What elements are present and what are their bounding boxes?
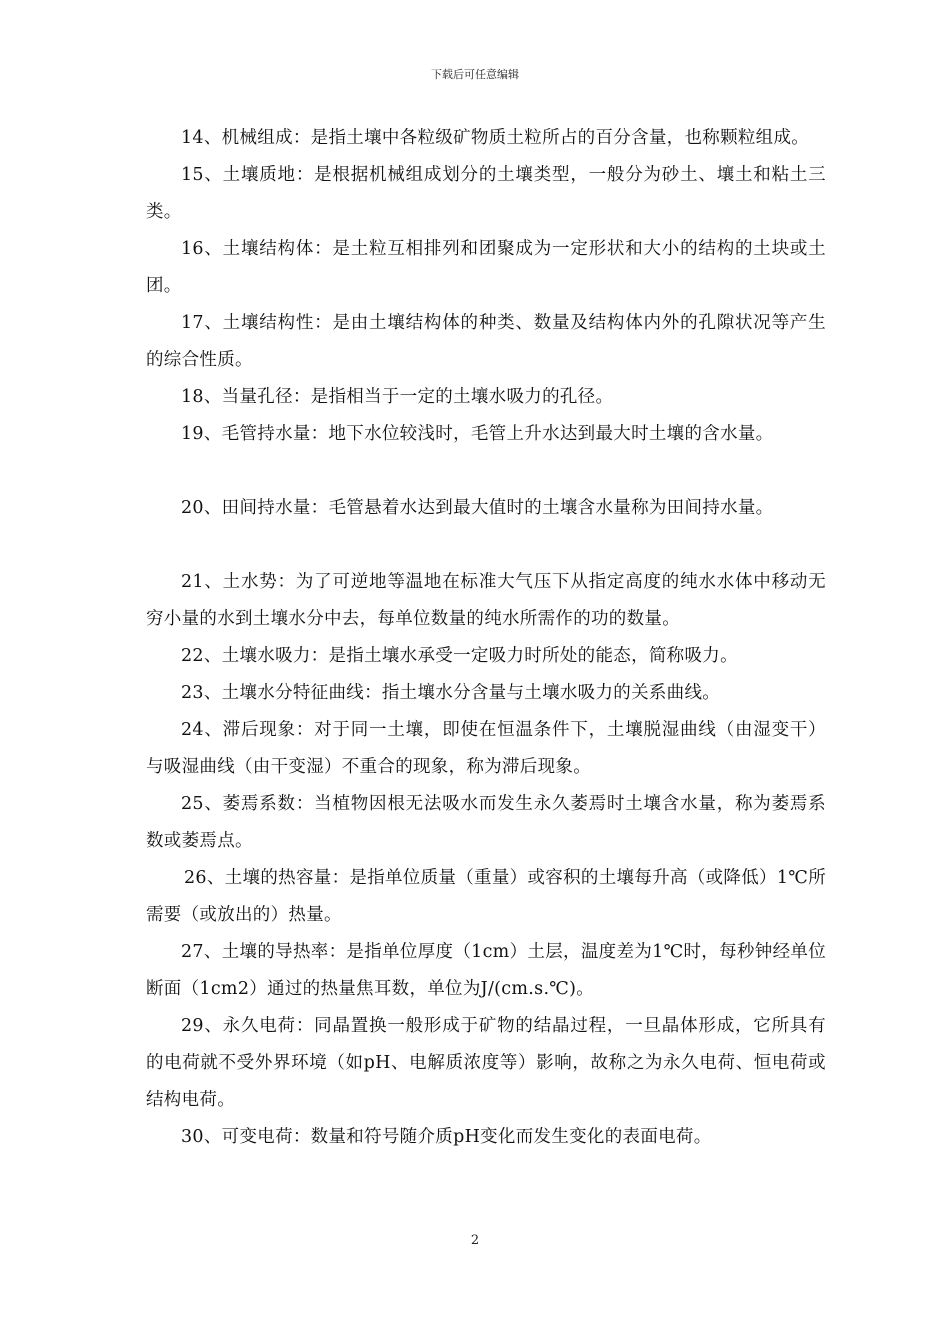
paragraph-term-26: 26、土壤的热容量：是指单位质量（重量）或容积的土壤每升高（或降低）1℃所需要（或放出的）热量。 [146,868,826,925]
paragraph-term-20: 20、田间持水量：毛管悬着水达到最大值时的土壤含水量称为田间持水量。 [181,498,774,518]
paragraph-term-21: 21、土水势：为了可逆地等温地在标准大气压下从指定高度的纯水水体中移动无穷小量的水到土壤水分中去，每单位数量的纯水所需作的功的数量。 [146,572,826,629]
paragraph-term-16: 16、土壤结构体：是土粒互相排列和团聚成为一定形状和大小的结构的土块或土团。 [146,239,826,296]
paragraph-term-22: 22、土壤水吸力：是指土壤水承受一定吸力时所处的能态，简称吸力。 [181,646,738,666]
paragraph-term-14: 14、机械组成：是指土壤中各粒级矿物质土粒所占的百分含量，也称颗粒组成。 [181,128,810,148]
paragraph-term-30: 30、可变电荷：数量和符号随介质pH变化而发生变化的表面电荷。 [181,1127,712,1147]
paragraph-term-19: 19、毛管持水量：地下水位较浅时，毛管上升水达到最大时土壤的含水量。 [181,424,774,444]
paragraph-term-29: 29、永久电荷：同晶置换一般形成于矿物的结晶过程，一旦晶体形成，它所具有的电荷就不受外界环境（如pH、电解质浓度等）影响，故称之为永久电荷、恒电荷或结构电荷。 [146,1016,826,1110]
paragraph-term-15: 15、土壤质地：是根据机械组成划分的土壤类型，一般分为砂土、壤土和粘土三类。 [146,165,826,222]
paragraph-term-25: 25、萎焉系数：当植物因根无法吸水而发生永久萎焉时土壤含水量，称为萎焉系数或萎焉点。 [146,794,826,851]
page-number: 2 [470,1233,480,1248]
paragraph-term-27: 27、土壤的导热率：是指单位厚度（1cm）土层，温度差为1℃时，每秒钟经单位断面（1cm2）通过的热量焦耳数，单位为J/(cm.s.℃)。 [146,942,826,999]
page-header: 下载后可任意编辑 [431,68,519,81]
paragraph-term-18: 18、当量孔径：是指相当于一定的土壤水吸力的孔径。 [181,387,614,407]
document-body [146,120,826,1156]
paragraph-term-23: 23、土壤水分特征曲线：指土壤水分含量与土壤水吸力的关系曲线。 [181,683,721,703]
paragraph-term-24: 24、滞后现象：对于同一土壤，即使在恒温条件下，土壤脱湿曲线（由湿变干）与吸湿曲线（由干变湿）不重合的现象，称为滞后现象。 [146,720,826,777]
paragraph-term-17: 17、土壤结构性：是由土壤结构体的种类、数量及结构体内外的孔隙状况等产生的综合性质。 [146,313,826,370]
